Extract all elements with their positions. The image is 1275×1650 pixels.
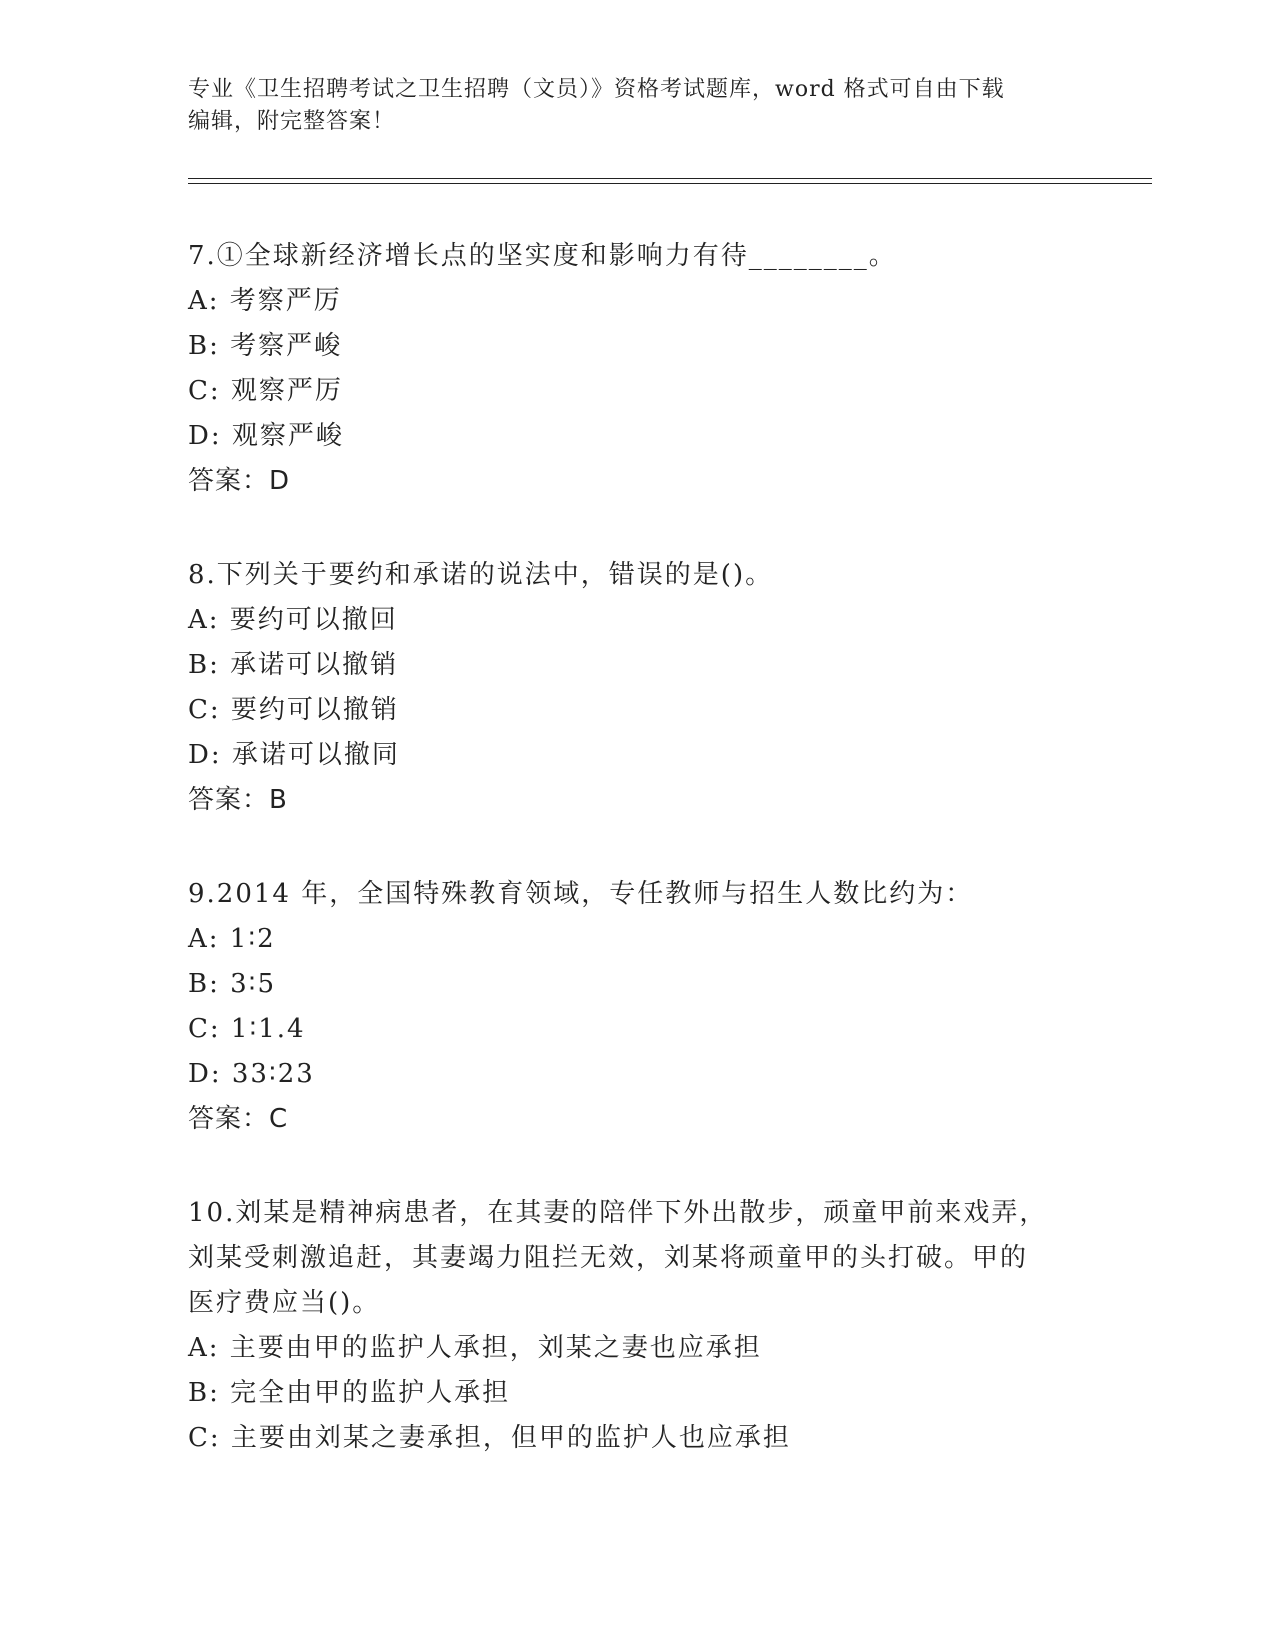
option-a: A: 要约可以撤回 (188, 605, 398, 635)
option-b: B: 考察严峻 (188, 331, 343, 361)
question-stem-line-1: 10.刘某是精神病患者，在其妻的陪伴下外出散步，顽童甲前来戏弄， (188, 1198, 1048, 1228)
question-9 (188, 872, 1088, 1142)
answer: 答案：C (188, 1104, 289, 1134)
option-b: B: 完全由甲的监护人承担 (188, 1378, 511, 1408)
document-page (188, 0, 1152, 1650)
option-c: C: 1∶1.4 (188, 1014, 306, 1044)
option-c: C: 观察严厉 (188, 376, 343, 406)
question-stem: 9.2014 年，全国特殊教育领域，专任教师与招生人数比约为： (188, 879, 974, 909)
option-c: C: 主要由刘某之妻承担，但甲的监护人也应承担 (188, 1423, 791, 1453)
question-10 (188, 1191, 1088, 1461)
question-8 (188, 553, 1088, 823)
option-a: A: 主要由甲的监护人承担，刘某之妻也应承担 (188, 1333, 762, 1363)
option-d: D: 承诺可以撤同 (188, 740, 400, 770)
header-line-2: 编辑，附完整答案！ (188, 109, 396, 134)
option-d: D: 33∶23 (188, 1059, 315, 1089)
option-a: A: 1∶2 (188, 924, 276, 954)
header-line-1: 专业《卫生招聘考试之卫生招聘（文员）》资格考试题库，word 格式可自由下载 (188, 77, 1005, 102)
answer: 答案：B (188, 785, 288, 815)
option-d: D: 观察严峻 (188, 421, 344, 451)
answer: 答案：D (188, 466, 291, 496)
document-header (188, 74, 1088, 138)
header-divider-top (188, 178, 1152, 179)
question-stem: 8.下列关于要约和承诺的说法中，错误的是()。 (188, 560, 774, 590)
question-7 (188, 234, 1088, 504)
question-stem: 7.①全球新经济增长点的坚实度和影响力有待________。 (188, 241, 897, 271)
question-stem-line-3: 医疗费应当()。 (188, 1288, 381, 1318)
header-divider-bottom (188, 183, 1152, 184)
option-a: A: 考察严厉 (188, 286, 342, 316)
option-b: B: 3∶5 (188, 969, 276, 999)
option-b: B: 承诺可以撤销 (188, 650, 399, 680)
option-c: C: 要约可以撤销 (188, 695, 399, 725)
question-stem-line-2: 刘某受刺激追赶，其妻竭力阻拦无效，刘某将顽童甲的头打破。甲的 (188, 1243, 1029, 1273)
